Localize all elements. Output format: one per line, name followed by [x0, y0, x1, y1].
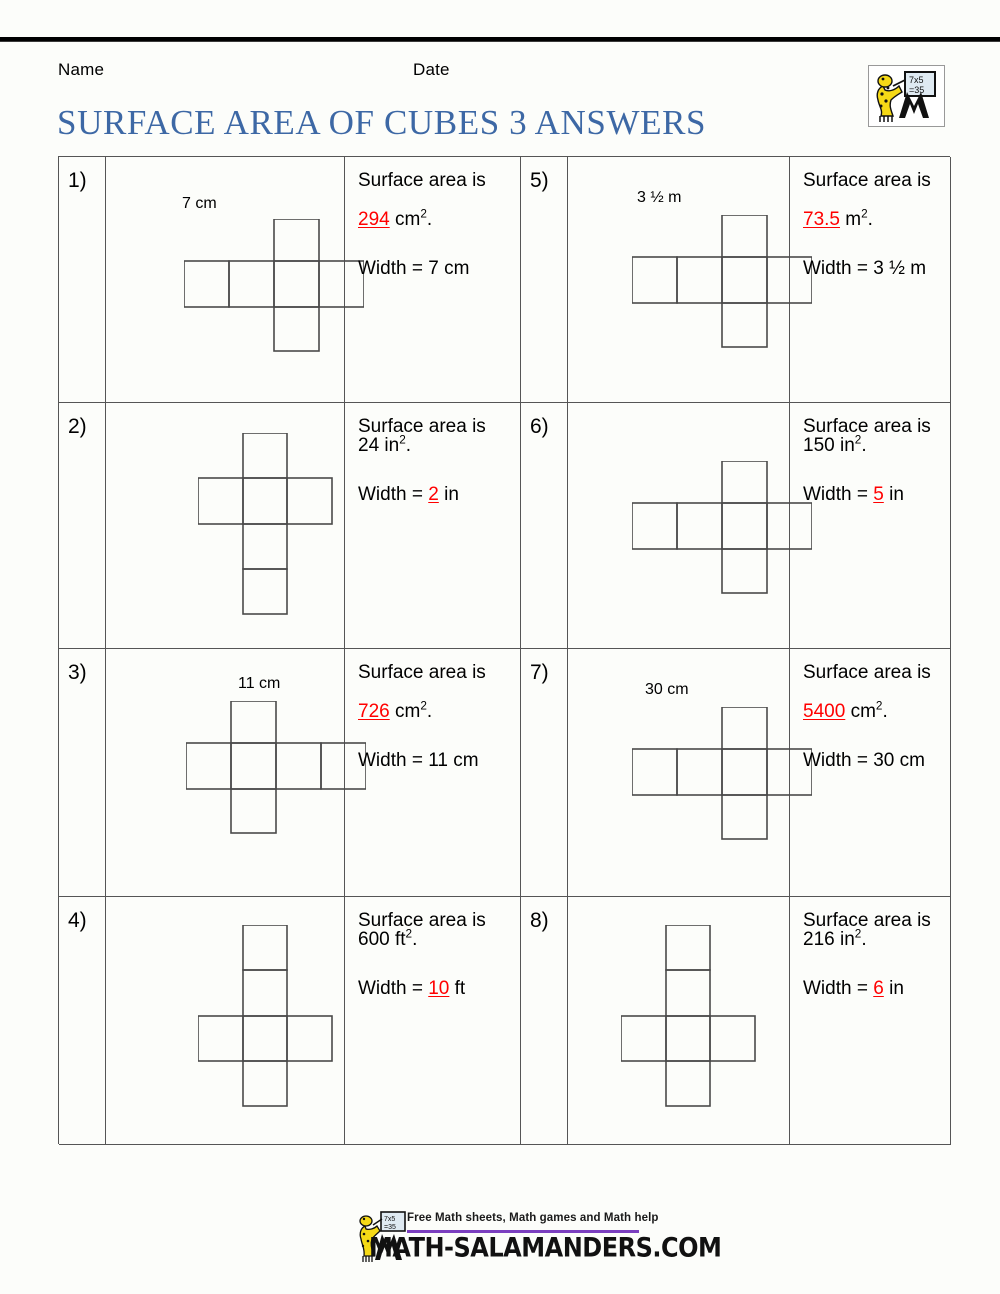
problem-number: 4) — [59, 897, 106, 1145]
surface-area-value: 73.5 — [803, 209, 840, 230]
width-prefix: Width = — [358, 258, 429, 279]
period: . — [861, 435, 867, 456]
problem-number: 3) — [59, 649, 106, 897]
footer-site-url[interactable]: MATH-SALAMANDERS.COM — [369, 1232, 722, 1264]
surface-area-value-line — [358, 927, 520, 950]
surface-area-unit: m — [845, 209, 862, 230]
surface-area-value: 5400 — [803, 701, 846, 722]
unit-exponent: 2 — [875, 699, 883, 713]
footer — [355, 1208, 722, 1270]
unit-exponent: 2 — [405, 927, 413, 941]
problem-number: 2) — [59, 403, 106, 649]
net-svg — [632, 707, 812, 857]
width-value: 5 — [873, 484, 884, 505]
problem-number: 5) — [521, 157, 568, 403]
width-line — [358, 485, 520, 504]
width-value: 2 — [428, 484, 439, 505]
surface-area-value: 216 — [803, 929, 835, 950]
net-svg — [632, 215, 812, 365]
unit-exponent: 2 — [854, 433, 862, 447]
surface-area-unit: cm — [394, 209, 421, 230]
problem-number: 1) — [59, 157, 106, 403]
width-suffix: in — [883, 978, 904, 999]
unit-exponent: 2 — [399, 433, 406, 447]
surface-area-prefix: Surface area is — [803, 416, 931, 437]
period: . — [405, 435, 412, 456]
answer-cell — [345, 649, 521, 897]
answer-cell — [790, 897, 951, 1145]
width-line — [358, 751, 520, 770]
net-svg — [186, 701, 366, 851]
width-suffix: ft — [449, 978, 466, 999]
answer-cell — [790, 403, 951, 649]
width-value: 30 cm — [873, 750, 925, 771]
surface-area-value-line — [803, 927, 950, 950]
answer-cell — [345, 403, 521, 649]
width-prefix: Width = — [803, 484, 874, 505]
unit-exponent: 2 — [854, 927, 862, 941]
surface-area-prefix: Surface area is — [358, 662, 486, 683]
net-svg — [198, 925, 338, 1125]
period: . — [867, 209, 873, 230]
page-title: SURFACE AREA OF CUBES 3 ANSWERS — [57, 103, 707, 142]
answer-cell — [790, 649, 951, 897]
surface-area-value-line — [803, 433, 950, 456]
footer-tagline: Free Math sheets, Math games and Math help — [407, 1212, 659, 1224]
width-prefix: Width = — [358, 978, 429, 999]
surface-area-value-line — [803, 207, 950, 230]
unit-exponent: 2 — [861, 207, 868, 221]
width-prefix: Width = — [803, 258, 874, 279]
width-line — [358, 259, 520, 278]
cube-net-figure — [568, 897, 790, 1145]
width-line — [358, 979, 520, 998]
period: . — [882, 701, 888, 722]
unit-exponent: 2 — [420, 699, 427, 713]
problem-number: 6) — [521, 403, 568, 649]
net-svg — [632, 461, 812, 611]
net-svg — [198, 433, 338, 633]
top-divider-rule — [0, 37, 1000, 42]
math-salamanders-logo-icon — [868, 65, 945, 127]
net-dimension-label: 3 ½ m — [637, 189, 682, 206]
surface-area-value: 600 — [358, 929, 390, 950]
surface-area-value: 294 — [358, 209, 390, 230]
answer-cell — [790, 157, 951, 403]
width-suffix: in — [883, 484, 904, 505]
width-line — [803, 485, 950, 504]
width-value: 7 cm — [428, 258, 470, 279]
period: . — [412, 929, 418, 950]
width-prefix: Width = — [803, 978, 874, 999]
surface-area-value: 150 — [803, 435, 835, 456]
problem-number: 7) — [521, 649, 568, 897]
surface-area-value-line — [358, 699, 520, 722]
cube-net-figure — [568, 403, 790, 649]
answer-cell — [345, 157, 521, 403]
unit-exponent: 2 — [420, 207, 427, 221]
surface-area-unit: ft — [394, 929, 406, 950]
net-svg — [621, 925, 761, 1125]
net-dimension-label: 7 cm — [182, 195, 217, 212]
surface-area-prefix: Surface area is — [358, 416, 486, 437]
net-svg — [184, 219, 364, 369]
width-prefix: Width = — [803, 750, 874, 771]
cube-net-figure — [568, 649, 790, 897]
period: . — [426, 701, 433, 722]
width-prefix: Width = — [358, 750, 429, 771]
surface-area-unit: in — [839, 929, 855, 950]
period: . — [426, 209, 433, 230]
cube-net-figure — [106, 157, 345, 403]
problems-grid — [58, 156, 950, 1144]
net-dimension-label: 30 cm — [645, 681, 689, 698]
width-value: 10 — [428, 978, 450, 999]
problem-number: 8) — [521, 897, 568, 1145]
width-line — [803, 979, 950, 998]
surface-area-prefix: Surface area is — [358, 910, 486, 931]
period: . — [861, 929, 867, 950]
surface-area-prefix: Surface area is — [358, 170, 486, 191]
svg-text:=35: =35 — [384, 1224, 396, 1231]
surface-area-value-line — [803, 699, 950, 722]
surface-area-value: 726 — [358, 701, 390, 722]
svg-text:7x5: 7x5 — [384, 1216, 396, 1223]
surface-area-unit: in — [384, 435, 400, 456]
surface-area-value-line — [358, 433, 520, 456]
surface-area-unit: in — [839, 435, 855, 456]
svg-text:=35: =35 — [909, 85, 925, 95]
cube-net-figure — [106, 403, 345, 649]
cube-net-figure — [106, 897, 345, 1145]
surface-area-value: 24 — [358, 435, 380, 456]
surface-area-unit: cm — [394, 701, 421, 722]
svg-text:7x5: 7x5 — [909, 75, 924, 85]
surface-area-unit: cm — [850, 701, 876, 722]
width-line — [803, 751, 950, 770]
width-value: 3 ½ m — [873, 258, 927, 279]
date-label: Date — [413, 60, 450, 79]
name-label: Name — [58, 60, 105, 79]
width-value: 11 cm — [428, 750, 479, 771]
cube-net-figure — [568, 157, 790, 403]
width-prefix: Width = — [358, 484, 429, 505]
net-dimension-label: 11 cm — [238, 675, 281, 692]
surface-area-value-line — [358, 207, 520, 230]
surface-area-prefix: Surface area is — [803, 170, 931, 191]
width-line — [803, 259, 950, 278]
answer-cell — [345, 897, 521, 1145]
surface-area-prefix: Surface area is — [803, 662, 931, 683]
cube-net-figure — [106, 649, 345, 897]
width-value: 6 — [873, 978, 884, 999]
surface-area-prefix: Surface area is — [803, 910, 931, 931]
width-suffix: in — [438, 484, 459, 505]
